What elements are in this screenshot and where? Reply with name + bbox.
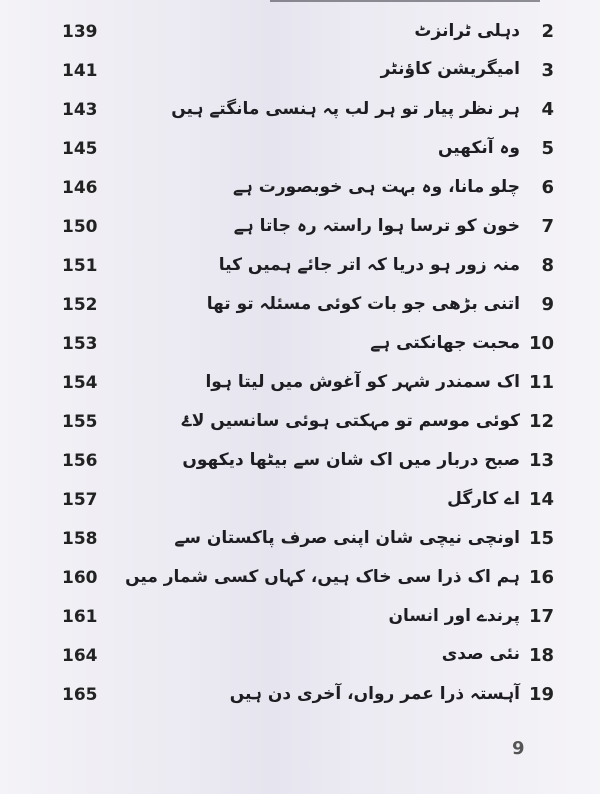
toc-row — [0, 131, 600, 169]
toc-entry-number: 18 — [528, 645, 554, 666]
toc-page-number: 154 — [62, 373, 98, 393]
toc-entry-number: 12 — [528, 411, 554, 432]
toc-title: اتنی بڑھی جو بات کوئی مسئلہ تو تھا — [206, 294, 520, 314]
toc-title: منہ زور ہو دریا کہ اتر جائے ہمیں کیا — [218, 255, 520, 275]
toc-page-number: 160 — [62, 568, 98, 588]
toc-page-number: 143 — [62, 100, 98, 120]
toc-entry-number: 9 — [541, 294, 554, 315]
toc-entry-number: 16 — [528, 567, 554, 588]
toc-title: خون کو ترسا ہوا راستہ رہ جاتا ہے — [233, 216, 520, 236]
cropped-previous-line — [270, 0, 540, 10]
toc-entry-number: 4 — [541, 99, 554, 120]
toc-page-number: 156 — [62, 451, 98, 471]
toc-page-number: 153 — [62, 334, 98, 354]
toc-page-number: 152 — [62, 295, 98, 315]
toc-row — [0, 92, 600, 130]
toc-title: اے کارگل — [447, 489, 520, 509]
toc-page-number: 150 — [62, 217, 98, 237]
toc-title: پرندے اور انسان — [388, 606, 520, 626]
toc-entry-number: 5 — [541, 138, 554, 159]
toc-row — [0, 287, 600, 325]
toc-row — [0, 365, 600, 403]
toc-entry-number: 17 — [528, 606, 554, 627]
toc-page-number: 141 — [62, 61, 98, 81]
toc-title: محبت جھانکتی ہے — [370, 333, 520, 353]
toc-title: ہم اک ذرا سی خاک ہیں، کہاں کسی شمار میں — [125, 567, 520, 587]
toc-title: اک سمندر شہر کو آغوش میں لیتا ہوا — [205, 372, 520, 392]
toc-page-number: 157 — [62, 490, 98, 510]
toc-row — [0, 326, 600, 364]
toc-title: آہستہ ذرا عمر رواں، آخری دن ہیں — [229, 684, 520, 704]
toc-row — [0, 404, 600, 442]
toc-page-number: 161 — [62, 607, 98, 627]
toc-title: اونچی نیچی شان اپنی صرف پاکستان سے — [174, 528, 520, 548]
toc-entry-number: 19 — [528, 684, 554, 705]
toc-title: چلو مانا، وہ بہت ہی خوبصورت ہے — [232, 177, 520, 197]
toc-title: ہر نظر پیار تو ہر لب پہ ہنسی مانگتے ہیں — [171, 99, 520, 119]
toc-title: امیگریشن کاؤنٹر — [380, 59, 520, 79]
toc-entry-number: 10 — [528, 333, 554, 354]
toc-entry-number: 3 — [541, 60, 554, 81]
toc-row — [0, 677, 600, 715]
toc-row — [0, 521, 600, 559]
toc-entry-number: 7 — [541, 216, 554, 237]
toc-entry-number: 11 — [528, 372, 554, 393]
toc-title: نئی صدی — [441, 644, 520, 664]
toc-page-number: 155 — [62, 412, 98, 432]
toc-entry-number: 8 — [541, 255, 554, 276]
toc-row — [0, 248, 600, 286]
toc-row — [0, 560, 600, 598]
toc-entry-number: 13 — [528, 450, 554, 471]
toc-row — [0, 482, 600, 520]
toc-entry-number: 14 — [528, 489, 554, 510]
toc-page-number: 139 — [62, 22, 98, 42]
toc-title: دہلی ٹرانزٹ — [414, 21, 520, 41]
toc-row — [0, 209, 600, 247]
toc-row — [0, 14, 600, 52]
toc-page-number: 146 — [62, 178, 98, 198]
toc-title: وہ آنکھیں — [437, 138, 520, 158]
toc-entry-number: 2 — [541, 21, 554, 42]
toc-row — [0, 53, 600, 91]
toc-row — [0, 638, 600, 676]
toc-page-number: 158 — [62, 529, 98, 549]
toc-title: کوئی موسم تو مہکتی ہوئی سانسیں لاۓ — [181, 411, 520, 431]
toc-row — [0, 170, 600, 208]
toc-row — [0, 599, 600, 637]
toc-entry-number: 6 — [541, 177, 554, 198]
toc-page-number: 164 — [62, 646, 98, 666]
toc-title: صبح دربار میں اک شان سے بیٹھا دیکھوں — [182, 450, 520, 470]
toc-row — [0, 443, 600, 481]
toc-page-number: 165 — [62, 685, 98, 705]
toc-page-number: 151 — [62, 256, 98, 276]
toc-page-number: 145 — [62, 139, 98, 159]
footer-page-number: 9 — [512, 738, 525, 759]
toc-entry-number: 15 — [528, 528, 554, 549]
